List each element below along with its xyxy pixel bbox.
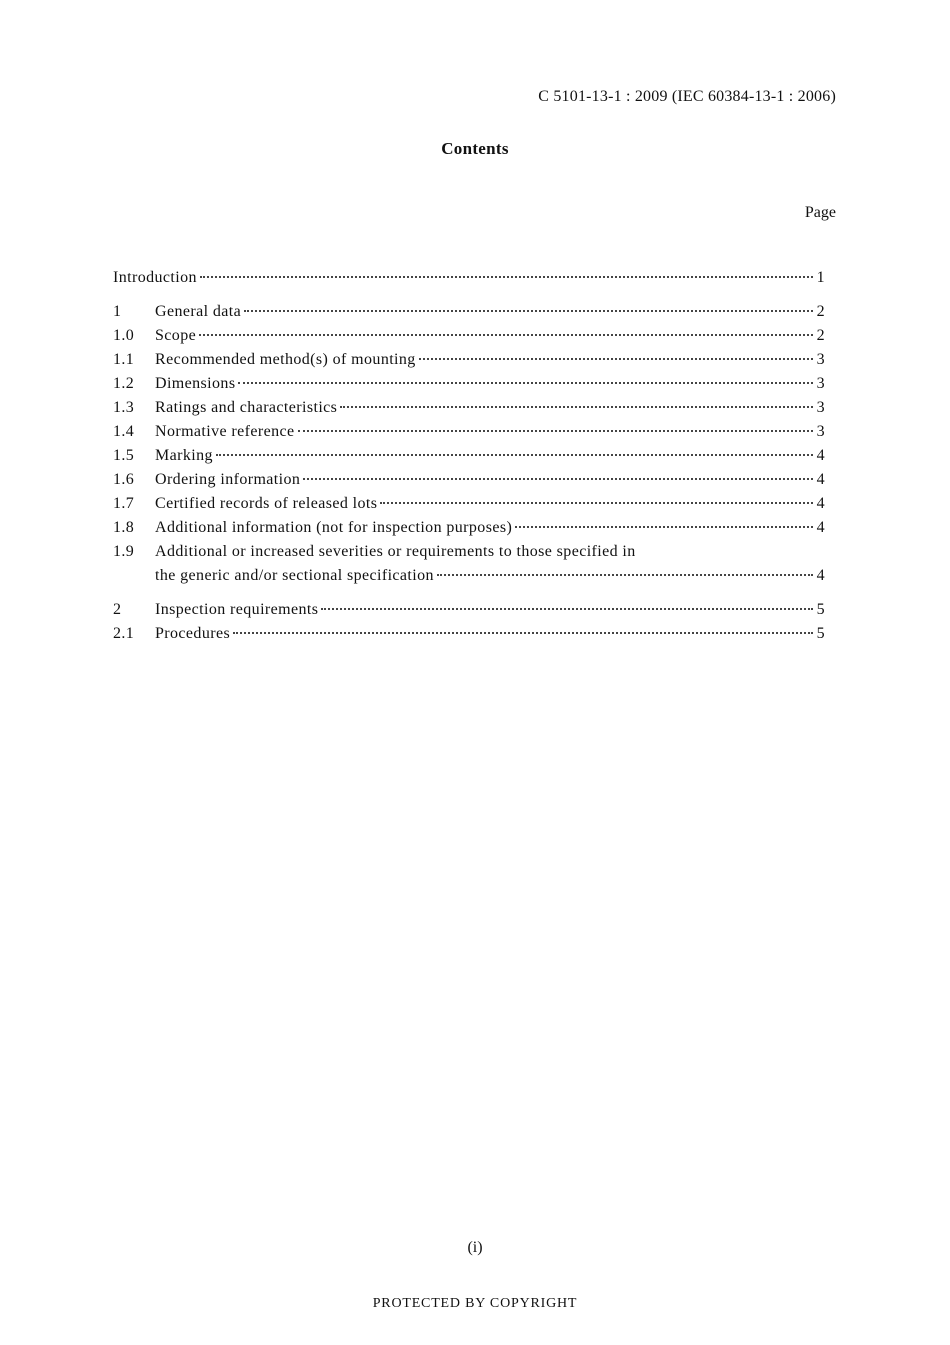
toc-number: 1.7 <box>113 495 135 512</box>
table-of-contents <box>113 266 825 646</box>
toc-entry-1-1[interactable] <box>113 348 825 372</box>
dot-leader <box>298 430 813 432</box>
toc-label: Ratings and characteristics <box>155 399 338 416</box>
toc-page: 1 <box>816 269 825 286</box>
toc-entry-2-1[interactable] <box>113 622 825 646</box>
toc-label: Ordering information <box>155 471 301 488</box>
toc-entry-introduction[interactable] <box>113 266 825 290</box>
toc-page: 4 <box>816 447 825 464</box>
dot-leader <box>437 574 813 576</box>
page-number: (i) <box>467 1239 483 1256</box>
toc-number: 1.5 <box>113 447 135 464</box>
dot-leader <box>419 358 813 360</box>
dot-leader <box>380 502 813 504</box>
toc-number: 1.4 <box>113 423 135 440</box>
toc-label: Recommended method(s) of mounting <box>155 351 416 368</box>
copyright-notice: PROTECTED BY COPYRIGHT <box>372 1296 578 1311</box>
toc-label: General data <box>155 303 242 320</box>
page-title: Contents <box>441 139 509 158</box>
document-id: C 5101-13-1 : 2009 (IEC 60384-13-1 : 2006) <box>538 88 836 105</box>
toc-label: Inspection requirements <box>155 601 319 618</box>
page-column-label: Page <box>804 204 836 221</box>
toc-entry-1-2[interactable] <box>113 372 825 396</box>
toc-label: Additional information (not for inspection purposes) <box>155 519 513 536</box>
toc-page: 4 <box>816 495 825 512</box>
toc-number: 1.9 <box>113 543 135 560</box>
toc-page: 3 <box>816 351 825 368</box>
toc-entry-1-9[interactable] <box>113 540 825 588</box>
toc-page: 3 <box>816 375 825 392</box>
toc-entry-2[interactable] <box>113 598 825 622</box>
toc-label: Scope <box>155 327 197 344</box>
toc-label-line-2: the generic and/or sectional specification <box>155 567 434 584</box>
toc-page: 4 <box>816 567 825 584</box>
toc-page: 2 <box>816 327 825 344</box>
toc-label: Introduction <box>113 269 197 286</box>
toc-number: 1.1 <box>113 351 135 368</box>
toc-entry-1-3[interactable] <box>113 396 825 420</box>
dot-leader <box>200 276 813 278</box>
dot-leader <box>303 478 813 480</box>
dot-leader <box>238 382 813 384</box>
toc-number: 1.8 <box>113 519 135 536</box>
toc-entry-1[interactable] <box>113 300 825 324</box>
dot-leader <box>321 608 813 610</box>
toc-entry-1-6[interactable] <box>113 468 825 492</box>
toc-entry-1-4[interactable] <box>113 420 825 444</box>
toc-label: Dimensions <box>155 375 236 392</box>
toc-label: Marking <box>155 447 213 464</box>
toc-label-line-1: Additional or increased severities or requirements to those specified in <box>155 543 636 560</box>
toc-page: 3 <box>816 399 825 416</box>
toc-number: 1.0 <box>113 327 135 344</box>
toc-page: 3 <box>816 423 825 440</box>
dot-leader <box>233 632 813 634</box>
dot-leader <box>216 454 813 456</box>
toc-number: 1.6 <box>113 471 135 488</box>
toc-number: 1.3 <box>113 399 135 416</box>
toc-page: 2 <box>816 303 825 320</box>
dot-leader <box>199 334 813 336</box>
toc-number: 1 <box>113 303 122 320</box>
toc-entry-1-8[interactable] <box>113 516 825 540</box>
toc-label: Procedures <box>155 625 231 642</box>
toc-label: Certified records of released lots <box>155 495 378 512</box>
toc-entry-1-5[interactable] <box>113 444 825 468</box>
dot-leader <box>340 406 813 408</box>
toc-label: Normative reference <box>155 423 295 440</box>
toc-page: 5 <box>816 601 825 618</box>
toc-page: 4 <box>816 519 825 536</box>
toc-page: 5 <box>816 625 825 642</box>
dot-leader <box>244 310 813 312</box>
dot-leader <box>515 526 813 528</box>
toc-number: 2 <box>113 601 122 618</box>
toc-entry-1-7[interactable] <box>113 492 825 516</box>
toc-page: 4 <box>816 471 825 488</box>
toc-number: 2.1 <box>113 625 135 642</box>
toc-number: 1.2 <box>113 375 135 392</box>
toc-entry-1-0[interactable] <box>113 324 825 348</box>
